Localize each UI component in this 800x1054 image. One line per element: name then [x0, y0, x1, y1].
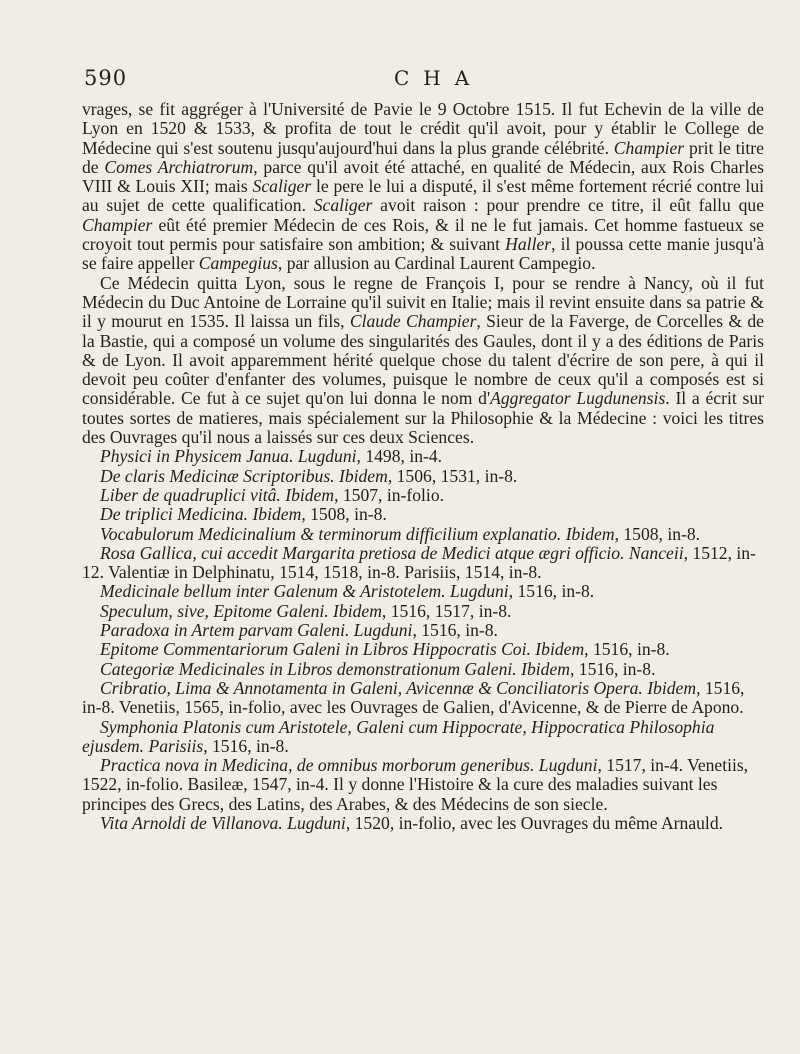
work-entry: Medicinale bellum inter Galenum & Aristotelem. Lugduni, 1516, in-8.	[100, 581, 595, 602]
works-list	[82, 447, 764, 833]
work-entry: Physici in Physicem Janua. Lugduni, 1498, in-4.	[100, 446, 443, 467]
work-entry: Paradoxa in Artem parvam Galeni. Lugduni, 1516, in-8.	[100, 620, 498, 641]
work-entry: Rosa Gallica, cui accedit Margarita pretiosa de Medici atque ægri officio. Nanceii, 1512, in-12. Valentiæ in Delphinatu, 1514, 1518, in-8. Parisiis, 1514, in-8.	[82, 542, 756, 583]
paragraph-2: Ce Médecin quitta Lyon, sous le regne de François I, pour se rendre à Nancy, où il fut Médecin du Duc Antoine de Lorraine qu'il suivit en Italie; mais il revint ensuite dans sa patrie & il y mourut en 1535. Il laissa un fils, Claude Champier, Sieur de la Faverge, de Corcelles & de la Bastie, qui a composé un volume des singularités des Gaules, dont il y a des éditions de Paris & de Lyon. Il avoit apparemment hérité quelque chose du talent d'écrire de son pere, à qui il devoit peu coûter d'enfanter des volumes, puisque le nombre de ceux qu'il a composés est si considérable. Ce fut à ce sujet qu'on lui donna le nom d'Aggregator Lugdunensis. Il a écrit sur toutes sortes de matieres, mais spécialement sur la Philosophie & la Médecine : voici les titres des Ouvrages qu'il nous a laissés sur ces deux Sciences.	[82, 272, 764, 448]
page-header	[84, 66, 716, 96]
work-entry: Practica nova in Medicina, de omnibus morborum generibus. Lugduni, 1517, in-4. Venetiis, 1522, in-folio. Basileæ, 1547, in-4. Il y donne l'Histoire & la cure des maladies suivant les principes des Grecs, des Latins, des Arabes, & des Médecins de son siecle.	[82, 755, 749, 814]
work-entry: Symphonia Platonis cum Aristotele, Galeni cum Hippocrate, Hippocratica Philosophia ejusdem. Parisiis, 1516, in-8.	[82, 716, 715, 756]
body-text	[82, 100, 764, 833]
running-head: CHA	[394, 66, 484, 90]
work-entry: Epitome Commentariorum Galeni in Libros Hippocratis Coi. Ibidem, 1516, in-8.	[100, 639, 670, 660]
paragraph-1: vrages, se fit aggréger à l'Université de Pavie le 9 Octobre 1515. Il fut Echevin de la ville de Lyon en 1520 & 1533, & profita de tout le crédit qu'il avoit, pour y établir le College de Médecine qui s'est soutenu jusqu'aujourd'hui dans la plus grande célébrité. Champier prit le titre de Comes Archiatrorum, parce qu'il avoit été attaché, en qualité de Médecin, aux Rois Charles VIII & Louis XII; mais Scaliger le pere le lui a disputé, il s'est même fortement récrié contre lui au sujet de cette qualification. Scaliger avoit raison : pour prendre ce titre, il eût fallu que Champier eût été premier Médecin de ces Rois, & il ne le fut jamais. Cet homme fastueux se croyoit tout permis pour satisfaire son ambition; & suivant Haller, il poussa cette manie jusqu'à se faire appeller Campegius, par allusion au Cardinal Laurent Campegio.	[82, 99, 765, 274]
work-entry: De triplici Medicina. Ibidem, 1508, in-8.	[100, 504, 387, 525]
page-number: 590	[84, 66, 128, 90]
work-entry: Cribratio, Lima & Annotamenta in Galeni, Avicennæ & Conciliatoris Opera. Ibidem, 1516, in-8. Venetiis, 1565, in-folio, avec les Ouvrages de Galien, d'Avicenne, & de Pierre de Apono.	[82, 677, 745, 718]
work-entry: Liber de quadruplici vitâ. Ibidem, 1507, in-folio.	[100, 484, 445, 505]
work-entry: Speculum, sive, Epitome Galeni. Ibidem, 1516, 1517, in-8.	[100, 600, 512, 621]
work-entry: Categoriæ Medicinales in Libros demonstrationum Galeni. Ibidem, 1516, in-8.	[100, 658, 656, 679]
work-entry: Vita Arnoldi de Villanova. Lugduni, 1520, in-folio, avec les Ouvrages du même Arnauld.	[100, 812, 724, 833]
work-entry: Vocabulorum Medicinalium & terminorum difficilium explanatio. Ibidem, 1508, in-8.	[100, 523, 701, 544]
work-entry: De claris Medicinæ Scriptoribus. Ibidem, 1506, 1531, in-8.	[100, 465, 518, 486]
